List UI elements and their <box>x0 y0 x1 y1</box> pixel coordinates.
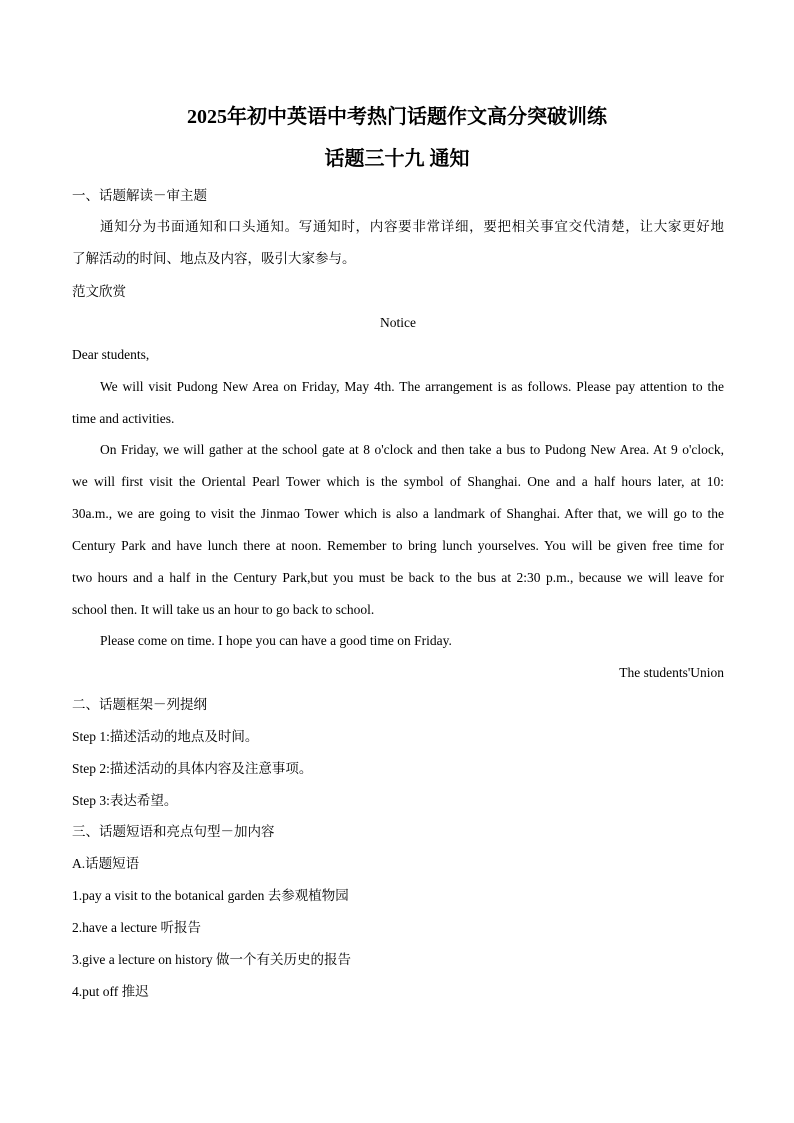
essay-line: We will visit Pudong New Area on Friday, May 4th. The arrangement is as follows. Please pay attention to the <box>100 379 724 394</box>
section-heading-2: 二、话题框架－列提纲 <box>72 697 207 712</box>
intro-line: 了解活动的时间、地点及内容，吸引大家参与。 <box>72 251 356 266</box>
essay-line: two hours and a half in the Century Park,but you must be back to the bus at 2:30 p.m., because we will leave for <box>72 570 724 585</box>
phrase-item: 3.give a lecture on history 做一个有关历史的报告 <box>72 952 351 967</box>
essay-line: Century Park and have lunch there at noon. Remember to bring lunch yourselves. You will be given free time for <box>72 538 724 553</box>
outline-step: Step 1:描述活动的地点及时间。 <box>72 729 259 744</box>
essay-title: Notice <box>380 315 416 330</box>
page-subtitle: 话题三十九 通知 <box>324 148 470 170</box>
essay-greeting: Dear students, <box>72 347 150 362</box>
sample-label: 范文欣赏 <box>72 284 126 299</box>
essay-signature: The students'Union <box>619 665 724 680</box>
page-title: 2025年初中英语中考热门话题作文高分突破训练 <box>187 106 607 128</box>
phrase-item: 4.put off 推迟 <box>72 984 149 999</box>
sub-heading: A.话题短语 <box>72 856 140 871</box>
essay-line: 30a.m., we are going to visit the Jinmao Tower which is also a landmark of Shanghai. After that, we will go to the <box>72 506 724 521</box>
essay-line: Please come on time. I hope you can have a good time on Friday. <box>100 633 452 648</box>
essay-line: school then. It will take us an hour to go back to school. <box>72 602 375 617</box>
phrase-item: 1.pay a visit to the botanical garden 去参观植物园 <box>72 888 349 903</box>
outline-step: Step 2:描述活动的具体内容及注意事项。 <box>72 761 313 776</box>
intro-line: 通知分为书面通知和口头通知。写通知时，内容要非常详细，要把相关事宜交代清楚，让大家更好地 <box>100 219 724 234</box>
phrase-item: 2.have a lecture 听报告 <box>72 920 201 935</box>
outline-step: Step 3:表达希望。 <box>72 793 178 808</box>
essay-line: we will first visit the Oriental Pearl Tower which is the symbol of Shanghai. One and a half hours later, at 10: <box>72 474 724 489</box>
section-heading-1: 一、话题解读－审主题 <box>72 188 207 203</box>
essay-line: On Friday, we will gather at the school gate at 8 o'clock and then take a bus to Pudong New Area. At 9 o'clock, <box>100 442 724 457</box>
essay-line: time and activities. <box>72 411 175 426</box>
section-heading-3: 三、话题短语和亮点句型－加内容 <box>72 824 275 839</box>
